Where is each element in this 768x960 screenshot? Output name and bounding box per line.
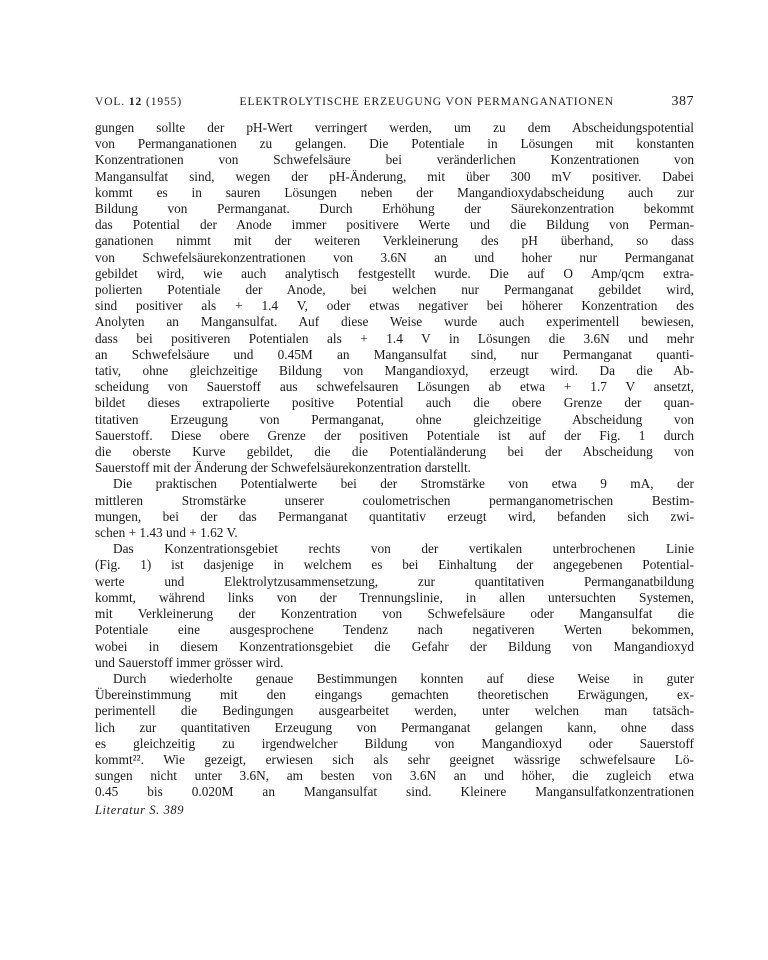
text-line: Durch wiederholte genaue Bestimmungen konnten auf diese Weise in guter bbox=[113, 670, 694, 686]
text-line: Das Konzentrationsgebiet rechts von der vertikalen unterbrochenen Linie bbox=[113, 541, 694, 557]
text-line: Übereinstimmung mit den eingangs gemachten theoretischen Erwägungen, ex- bbox=[95, 687, 694, 703]
paragraph bbox=[95, 541, 694, 671]
text-line: Die praktischen Potentialwerte bei der Stromstärke von etwa 9 mA, der bbox=[113, 476, 694, 492]
text-line: gungen sollte der pH-Wert verringert werden, um zu dem Abscheidungspotential bbox=[95, 120, 694, 135]
running-header bbox=[95, 94, 694, 110]
text-line: das Potential der Anode immer positivere Werte und die Bildung von Perman- bbox=[95, 217, 694, 233]
text-line: und Sauerstoff immer grösser wird. bbox=[95, 654, 284, 670]
text-line: 0.45 bis 0.020M an Mangansulfat sind. Kleinere Mangansulfatkonzentrationen bbox=[95, 784, 694, 800]
text-line: Anolyten an Mangansulfat. Auf diese Weise wurde auch experimentell bewiesen, bbox=[95, 314, 694, 330]
text-line: Konzentrationen von Schwefelsäure bei veränderlichen Konzentrationen von bbox=[95, 152, 694, 168]
text-line: perimentell die Bedingungen ausgearbeitet werden, unter welchen man tatsäch- bbox=[95, 703, 694, 719]
text-line: mungen, bei der das Permanganat quantitativ erzeugt wird, befanden sich zwi- bbox=[95, 508, 694, 524]
text-line: titativen Erzeugung von Permanganat, ohne gleichzeitige Abscheidung von bbox=[95, 411, 694, 427]
text-line: sind positiver als + 1.4 V, oder etwas negativer bei höherer Konzentration des bbox=[95, 298, 694, 314]
text-line: mit Verkleinerung der Konzentration von Schwefelsäure oder Mangansulfat die bbox=[95, 606, 694, 622]
text-line: tativ, ohne gleichzeitige Bildung von Mangandioxyd, erzeugt wird. Da die Ab- bbox=[95, 363, 694, 379]
text-line: kommt, während links von der Trennungslinie, in allen untersuchten Systemen, bbox=[95, 589, 694, 605]
text-line: gebildet wird, wie auch analytisch festgestellt wurde. Die auf O Amp/qcm extra- bbox=[95, 265, 694, 281]
paragraph bbox=[95, 671, 694, 801]
text-line: die oberste Kurve gebildet, die die Potentialänderung bei der Abscheidung von bbox=[95, 444, 694, 460]
text-line: (Fig. 1) ist dasjenige in welchem es bei Einhaltung der angegebenen Potential- bbox=[95, 557, 694, 573]
text-line: mittleren Stromstärke unserer coulometrischen permanganometrischen Bestim- bbox=[95, 492, 694, 508]
text-line: Mangansulfat sind, wegen der pH-Änderung, mit über 300 mV positiver. Dabei bbox=[95, 168, 694, 184]
text-line: Bildung von Permanganat. Durch Erhöhung der Säurekonzentration bekommt bbox=[95, 201, 694, 217]
volume-info bbox=[95, 96, 182, 108]
text-line: kommt²². Wie gezeigt, erwiesen sich als sehr geeignet wässrige schwefelsaure Lö- bbox=[95, 751, 694, 767]
paper-page bbox=[95, 94, 694, 818]
text-line: es gleichzeitig zu irgendwelcher Bildung von Mangandioxyd oder Sauerstoff bbox=[95, 735, 694, 751]
text-line: polierten Potentiale der Anode, bei welchen nur Permanganat gebildet wird, bbox=[95, 282, 694, 298]
page-number: 387 bbox=[671, 94, 694, 109]
running-title: ELEKTROLYTISCHE ERZEUGUNG VON PERMANGANATIONEN bbox=[239, 96, 615, 108]
paragraph bbox=[95, 476, 694, 541]
text-line: an Schwefelsäure und 0.45M an Mangansulfat sind, nur Permanganat quanti- bbox=[95, 346, 694, 362]
volume-year: (1955) bbox=[146, 96, 183, 108]
volume-label: VOL. bbox=[95, 96, 126, 108]
text-line: Potentiale eine ausgesprochene Tendenz nach negativeren Werten bekommen, bbox=[95, 622, 694, 638]
literature-reference: Literatur S. 389 bbox=[95, 802, 185, 817]
text-line: dass bei positiveren Potentialen als + 1.4 V in Lösungen die 3.6N und mehr bbox=[95, 330, 694, 346]
text-line: von Schwefelsäurekonzentrationen von 3.6N an und hoher nur Permanganat bbox=[95, 249, 694, 265]
text-line: bildet dieses extrapolierte positive Potential auch die obere Grenze der quan- bbox=[95, 395, 694, 411]
text-line: scheidung von Sauerstoff aus schwefelsauren Lösungen ab etwa + 1.7 V ansetzt, bbox=[95, 379, 694, 395]
text-line: Sauerstoff. Diese obere Grenze der positiven Potentiale ist auf der Fig. 1 durch bbox=[95, 427, 694, 443]
text-line: wobei in diesem Konzentrationsgebiet die Gefahr der Bildung von Mangandioxyd bbox=[95, 638, 694, 654]
paragraph bbox=[95, 120, 694, 476]
volume-number: 12 bbox=[128, 96, 143, 108]
text-line: lich zur quantitativen Erzeugung von Permanganat gelangen kann, ohne dass bbox=[95, 719, 694, 735]
text-line: werte und Elektrolytzusammensetzung, zur quantitativen Permanganatbildung bbox=[95, 573, 694, 589]
article-body bbox=[95, 120, 694, 801]
text-line: sungen nicht unter 3.6N, am besten von 3.6N an und höher, die zugleich etwa bbox=[95, 768, 694, 784]
text-line: ganationen nimmt mit der weiteren Verkleinerung des pH überhand, so dass bbox=[95, 233, 694, 249]
text-line: kommt es in sauren Lösungen neben der Mangandioxydabscheidung auch zur bbox=[95, 184, 694, 200]
text-line: schen + 1.43 und + 1.62 V. bbox=[95, 525, 238, 541]
text-line: Sauerstoff mit der Änderung der Schwefelsäurekonzentration darstellt. bbox=[95, 460, 472, 476]
text-line: von Permanganationen zu gelangen. Die Potentiale in Lösungen mit konstanten bbox=[95, 136, 694, 152]
